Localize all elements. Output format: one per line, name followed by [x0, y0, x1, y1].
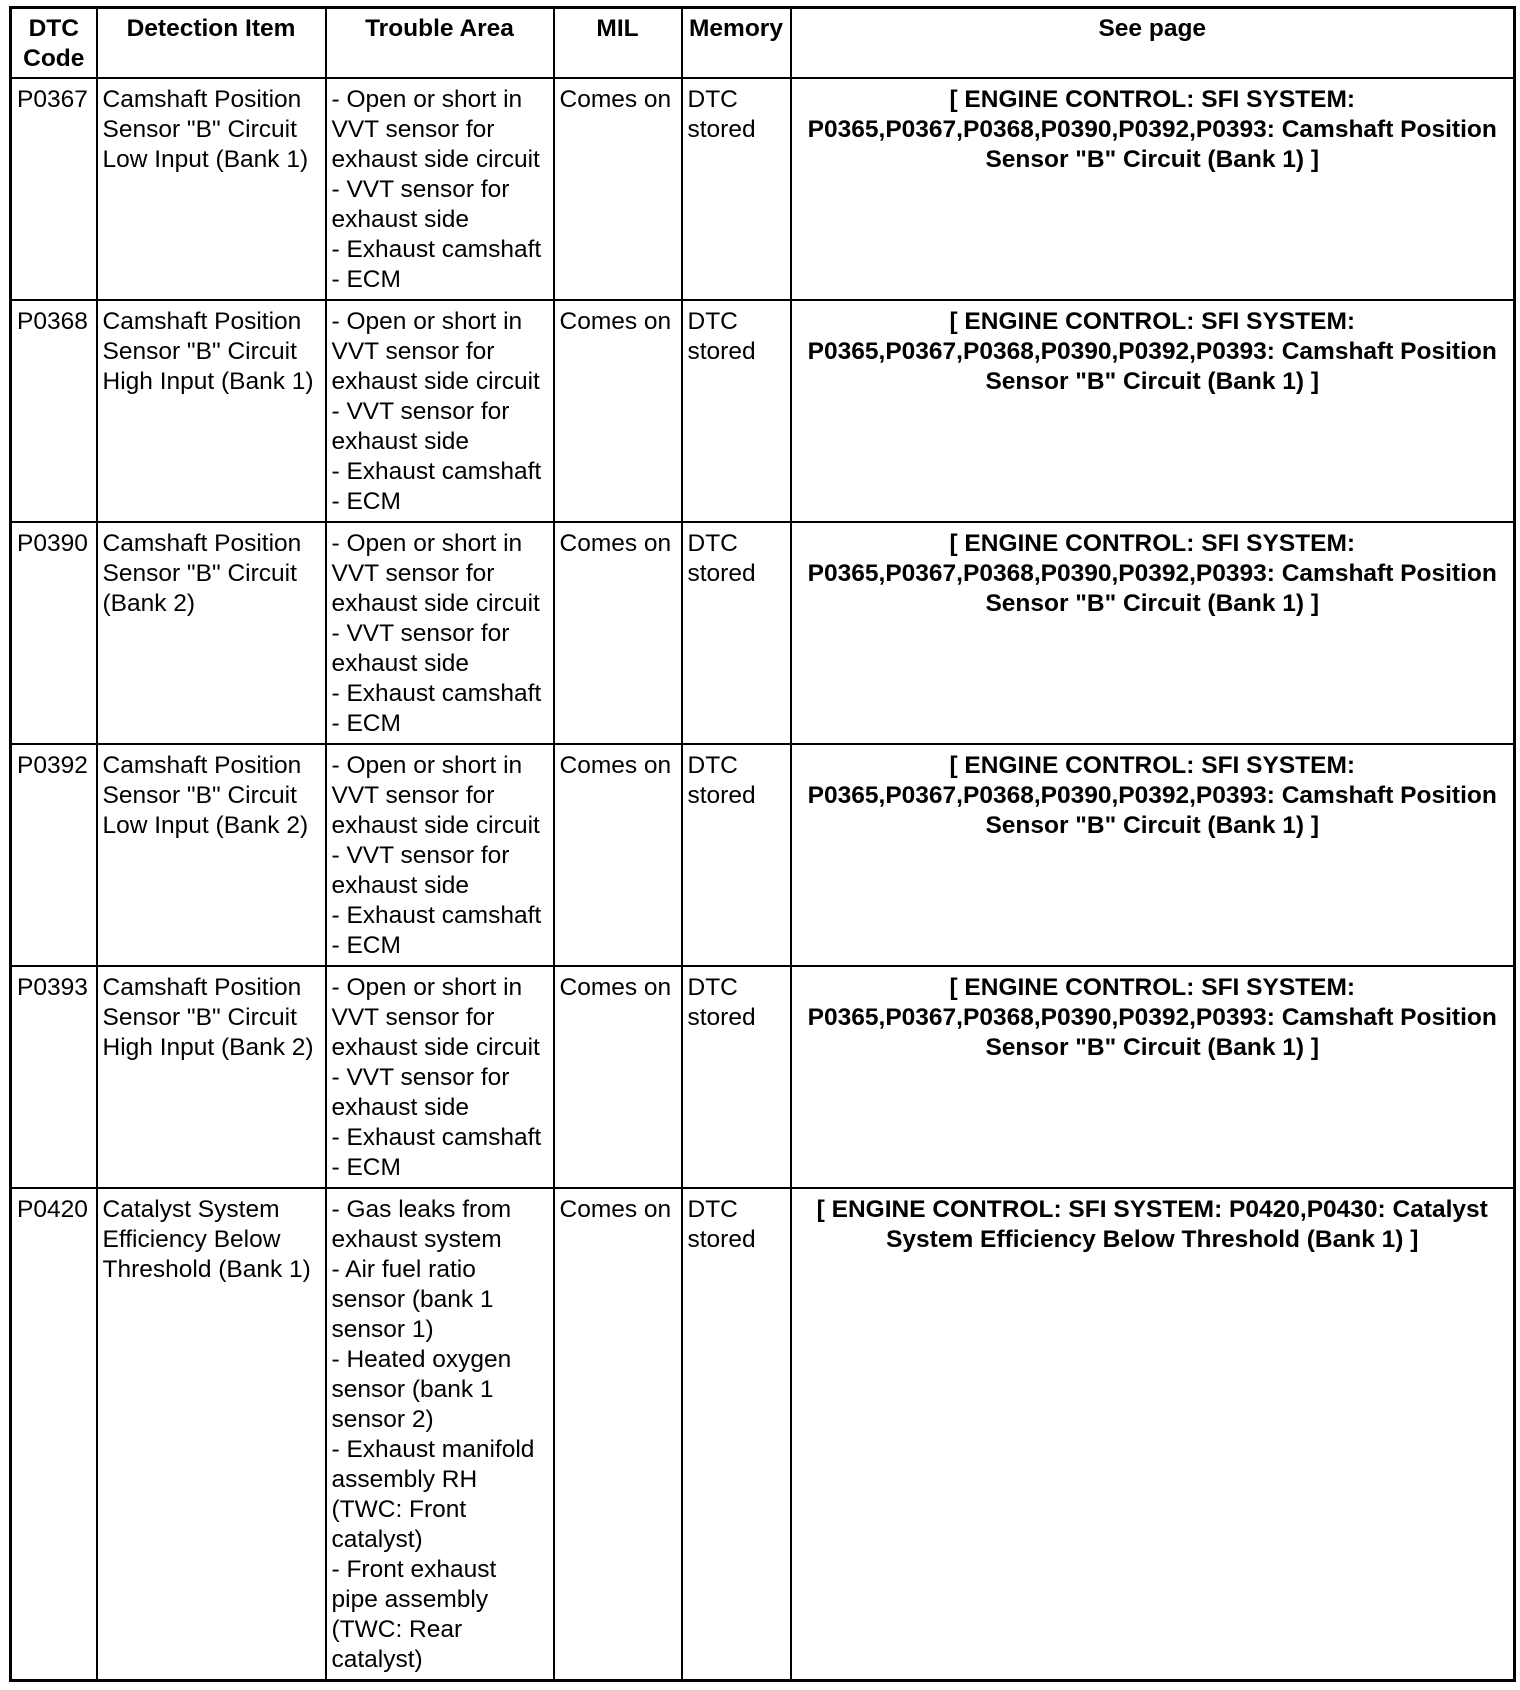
trouble-area-item: - Front exhaust pipe assembly (TWC: Rear catalyst) — [331, 1556, 497, 1673]
memory-cell: DTC stored — [682, 300, 791, 522]
mil-cell: Comes on — [554, 78, 682, 300]
header-see-page: See page — [791, 8, 1515, 79]
trouble-area-item: - ECM — [331, 266, 401, 293]
table-row — [11, 744, 1515, 966]
trouble-area-item: - VVT sensor for exhaust side — [331, 176, 510, 233]
trouble-area-cell — [326, 300, 554, 522]
trouble-area-item: - ECM — [331, 932, 401, 959]
trouble-area-item: - Open or short in VVT sensor for exhaust side circuit — [331, 308, 540, 395]
detection-item-cell: Camshaft Position Sensor "B" Circuit High Input (Bank 2) — [97, 966, 326, 1188]
trouble-area-item: - Gas leaks from exhaust system — [331, 1196, 512, 1253]
trouble-area-item: - Exhaust camshaft — [331, 236, 542, 263]
dtc-table — [9, 6, 1516, 1682]
see-page-link[interactable]: [ ENGINE CONTROL: SFI SYSTEM: P0365,P0367,P0368,P0390,P0392,P0393: Camshaft Position Sensor "B" Circuit (Bank 1) ] — [791, 78, 1515, 300]
see-page-link[interactable]: [ ENGINE CONTROL: SFI SYSTEM: P0365,P0367,P0368,P0390,P0392,P0393: Camshaft Position Sensor "B" Circuit (Bank 1) ] — [791, 744, 1515, 966]
trouble-area-item: - ECM — [331, 710, 401, 737]
detection-item-cell: Camshaft Position Sensor "B" Circuit (Bank 2) — [97, 522, 326, 744]
trouble-area-item: - VVT sensor for exhaust side — [331, 842, 510, 899]
mil-cell: Comes on — [554, 966, 682, 1188]
see-page-link[interactable]: [ ENGINE CONTROL: SFI SYSTEM: P0365,P0367,P0368,P0390,P0392,P0393: Camshaft Position Sensor "B" Circuit (Bank 1) ] — [791, 300, 1515, 522]
trouble-area-item: - Open or short in VVT sensor for exhaust side circuit — [331, 752, 540, 839]
dtc-code-cell: P0368 — [11, 300, 97, 522]
table-row — [11, 522, 1515, 744]
mil-cell: Comes on — [554, 744, 682, 966]
trouble-area-cell — [326, 1188, 554, 1681]
mil-cell: Comes on — [554, 1188, 682, 1681]
detection-item-cell: Camshaft Position Sensor "B" Circuit Low Input (Bank 1) — [97, 78, 326, 300]
trouble-area-cell — [326, 744, 554, 966]
memory-cell: DTC stored — [682, 744, 791, 966]
dtc-code-cell: P0393 — [11, 966, 97, 1188]
see-page-link[interactable]: [ ENGINE CONTROL: SFI SYSTEM: P0420,P0430: Catalyst System Efficiency Below Threshold (Bank 1) ] — [791, 1188, 1515, 1681]
memory-cell: DTC stored — [682, 522, 791, 744]
header-detection-item: Detection Item — [97, 8, 326, 79]
trouble-area-cell — [326, 522, 554, 744]
header-memory: Memory — [682, 8, 791, 79]
see-page-link[interactable]: [ ENGINE CONTROL: SFI SYSTEM: P0365,P0367,P0368,P0390,P0392,P0393: Camshaft Position Sensor "B" Circuit (Bank 1) ] — [791, 966, 1515, 1188]
trouble-area-item: - Exhaust camshaft — [331, 1124, 542, 1151]
table-row — [11, 966, 1515, 1188]
table-body — [11, 78, 1515, 1681]
trouble-area-item: - Heated oxygen sensor (bank 1 sensor 2) — [331, 1346, 512, 1433]
trouble-area-item: - VVT sensor for exhaust side — [331, 398, 510, 455]
trouble-area-item: - Air fuel ratio sensor (bank 1 sensor 1) — [331, 1256, 494, 1343]
trouble-area-item: - Exhaust camshaft — [331, 902, 542, 929]
mil-cell: Comes on — [554, 522, 682, 744]
trouble-area-cell — [326, 78, 554, 300]
trouble-area-item: - ECM — [331, 488, 401, 515]
trouble-area-item: - Exhaust camshaft — [331, 680, 542, 707]
see-page-link[interactable]: [ ENGINE CONTROL: SFI SYSTEM: P0365,P0367,P0368,P0390,P0392,P0393: Camshaft Position Sensor "B" Circuit (Bank 1) ] — [791, 522, 1515, 744]
detection-item-cell: Catalyst System Efficiency Below Threshold (Bank 1) — [97, 1188, 326, 1681]
detection-item-cell: Camshaft Position Sensor "B" Circuit Low Input (Bank 2) — [97, 744, 326, 966]
table-row — [11, 1188, 1515, 1681]
header-trouble-area: Trouble Area — [326, 8, 554, 79]
dtc-code-cell: P0390 — [11, 522, 97, 744]
table-row — [11, 300, 1515, 522]
memory-cell: DTC stored — [682, 78, 791, 300]
detection-item-cell: Camshaft Position Sensor "B" Circuit High Input (Bank 1) — [97, 300, 326, 522]
trouble-area-item: - ECM — [331, 1154, 401, 1181]
memory-cell: DTC stored — [682, 1188, 791, 1681]
trouble-area-item: - Open or short in VVT sensor for exhaust side circuit — [331, 530, 540, 617]
trouble-area-item: - VVT sensor for exhaust side — [331, 1064, 510, 1121]
mil-cell: Comes on — [554, 300, 682, 522]
dtc-code-cell: P0420 — [11, 1188, 97, 1681]
trouble-area-item: - Exhaust manifold assembly RH (TWC: Front catalyst) — [331, 1436, 535, 1553]
trouble-area-cell — [326, 966, 554, 1188]
header-dtc-code: DTC Code — [11, 8, 97, 79]
trouble-area-item: - Open or short in VVT sensor for exhaust side circuit — [331, 974, 540, 1061]
header-mil: MIL — [554, 8, 682, 79]
trouble-area-item: - VVT sensor for exhaust side — [331, 620, 510, 677]
trouble-area-item: - Open or short in VVT sensor for exhaust side circuit — [331, 86, 540, 173]
dtc-code-cell: P0392 — [11, 744, 97, 966]
table-row — [11, 78, 1515, 300]
table-header-row — [11, 8, 1515, 79]
trouble-area-item: - Exhaust camshaft — [331, 458, 542, 485]
dtc-code-cell: P0367 — [11, 78, 97, 300]
memory-cell: DTC stored — [682, 966, 791, 1188]
